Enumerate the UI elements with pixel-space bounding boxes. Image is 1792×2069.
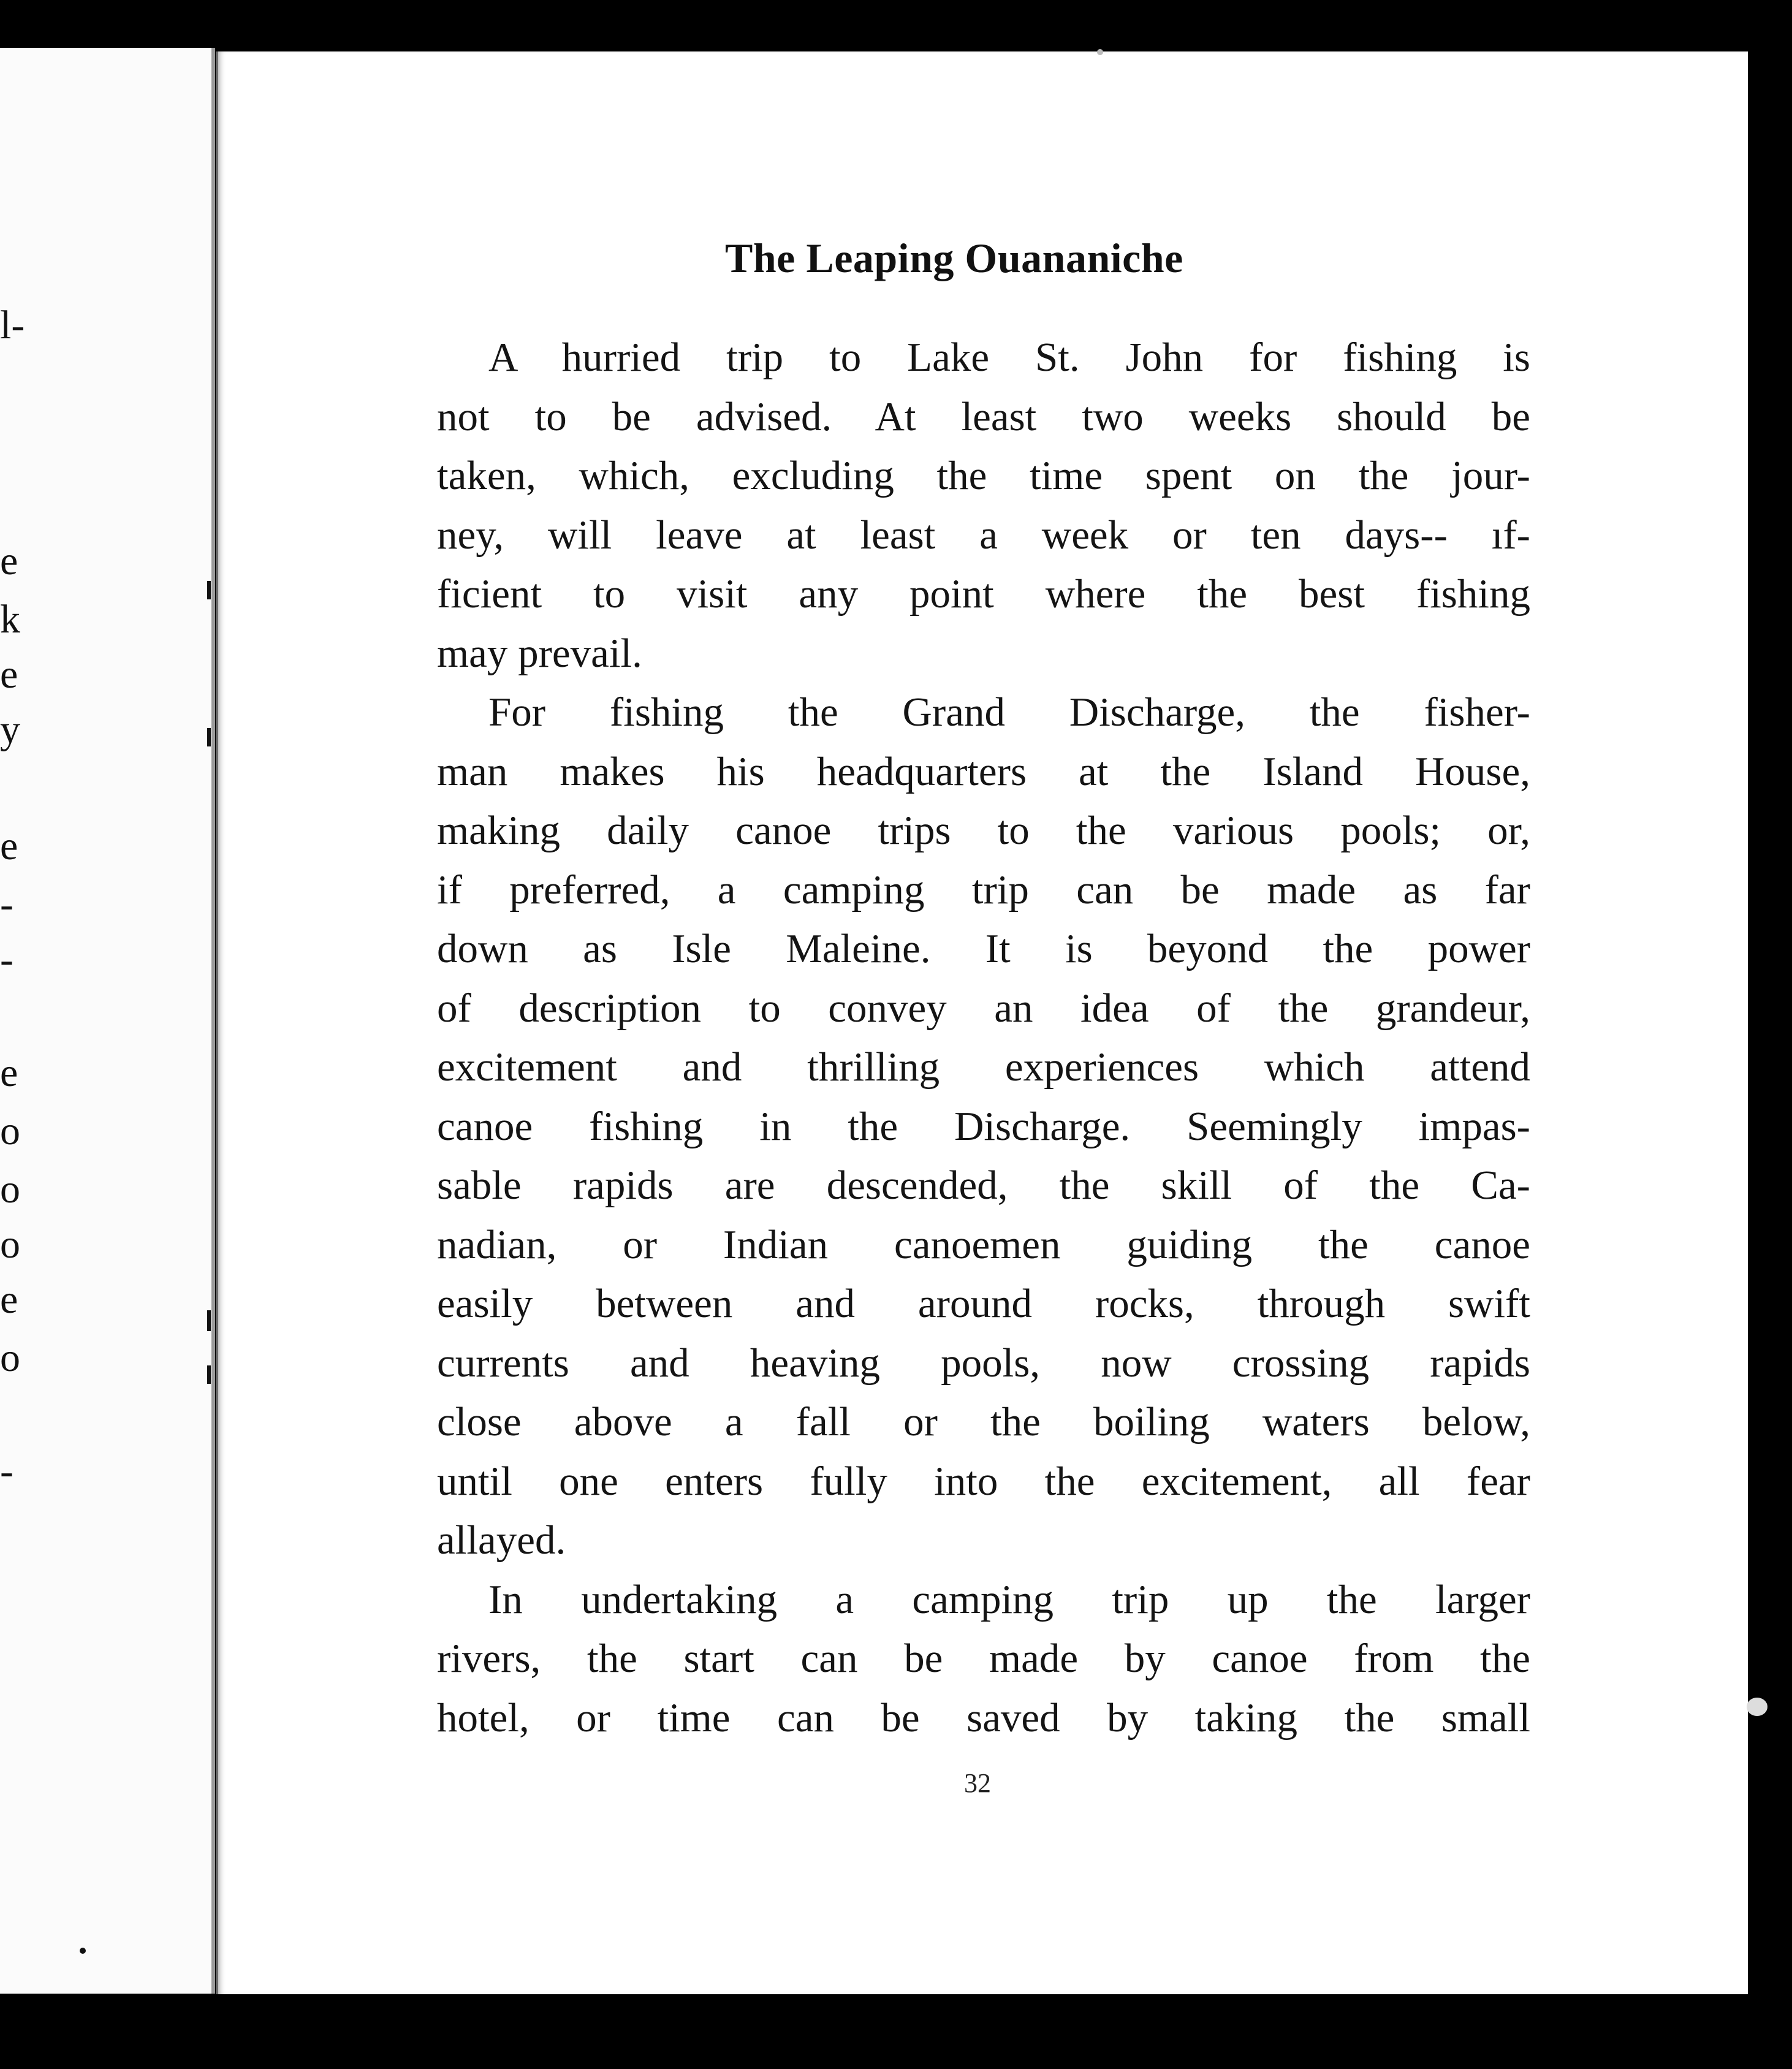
text-line: if preferred, a camping trip can be made as far [437,867,1530,913]
margin-tick [207,728,211,746]
text-line: taken, which, excluding the time spent on the jour- [437,453,1530,498]
text-line: canoe fishing in the Discharge. Seemingly impas- [437,1103,1530,1149]
text-line: of description to convey an idea of the grandeur, [437,985,1530,1031]
text-line: nadian, or Indian canoemen guiding the canoe [437,1221,1530,1267]
facing-page-fragment: e [0,1277,18,1322]
margin-tick [207,1310,211,1331]
text-line: A hurried trip to Lake St. John for fishing is [488,335,1530,380]
scan-speck [1097,49,1103,55]
facing-page-fragment: l- [0,303,25,347]
facing-page-fragment: e [0,652,18,697]
facing-page-fragment: e [0,539,18,583]
facing-page-fragment: e [0,1050,18,1095]
scan-speck [1747,1698,1767,1716]
facing-page-fragment: o [0,1109,20,1153]
facing-page-fragment: - [0,882,13,927]
text-line: In undertaking a camping trip up the larger [488,1576,1530,1622]
text-line: man makes his headquarters at the Island House, [437,748,1530,794]
text-line: ney, will leave at least a week or ten days-- ıf- [437,512,1530,558]
text-line: easily between and around rocks, through swift [437,1281,1530,1326]
text-line: sable rapids are descended, the skill of the Ca- [437,1163,1530,1208]
page-title: The Leaping Ouananiche [725,235,1183,281]
margin-tick [207,581,211,599]
page-number: 32 [964,1768,991,1798]
text-line: not to be advised. At least two weeks should be [437,393,1530,439]
facing-page-fragment: o [0,1222,20,1267]
facing-page-fragment: e [0,824,18,868]
facing-page-fragment: o [0,1167,20,1212]
text-line: close above a fall or the boiling waters below, [437,1399,1530,1445]
text-line: currents and heaving pools, now crossing rapids [437,1340,1530,1386]
text-line: may prevail. [437,630,642,676]
text-line: down as Isle Maleine. It is beyond the power [437,926,1530,971]
text-line: making daily canoe trips to the various pools; or, [437,808,1530,853]
facing-page-strip [0,48,215,1994]
text-line: For fishing the Grand Discharge, the fisher- [488,689,1530,735]
margin-tick [207,1365,211,1384]
facing-page-fragment: - [0,1449,13,1494]
text-line: hotel, or time can be saved by taking the small [437,1695,1530,1741]
facing-page-fragment: o [0,1335,20,1380]
facing-page-fragment: k [0,597,20,642]
text-line: rivers, the start can be made by canoe from the [437,1636,1530,1681]
text-line: excitement and thrilling experiences which attend [437,1044,1530,1090]
facing-page-fragment: y [0,707,20,752]
text-line: ficient to visit any point where the best fishing [437,571,1530,617]
text-line: allayed. [437,1517,566,1563]
ink-speck [80,1948,86,1954]
text-line: until one enters fully into the excitement, all fear [437,1458,1530,1504]
body-text [437,328,1530,1747]
facing-page-fragment: - [0,937,13,982]
